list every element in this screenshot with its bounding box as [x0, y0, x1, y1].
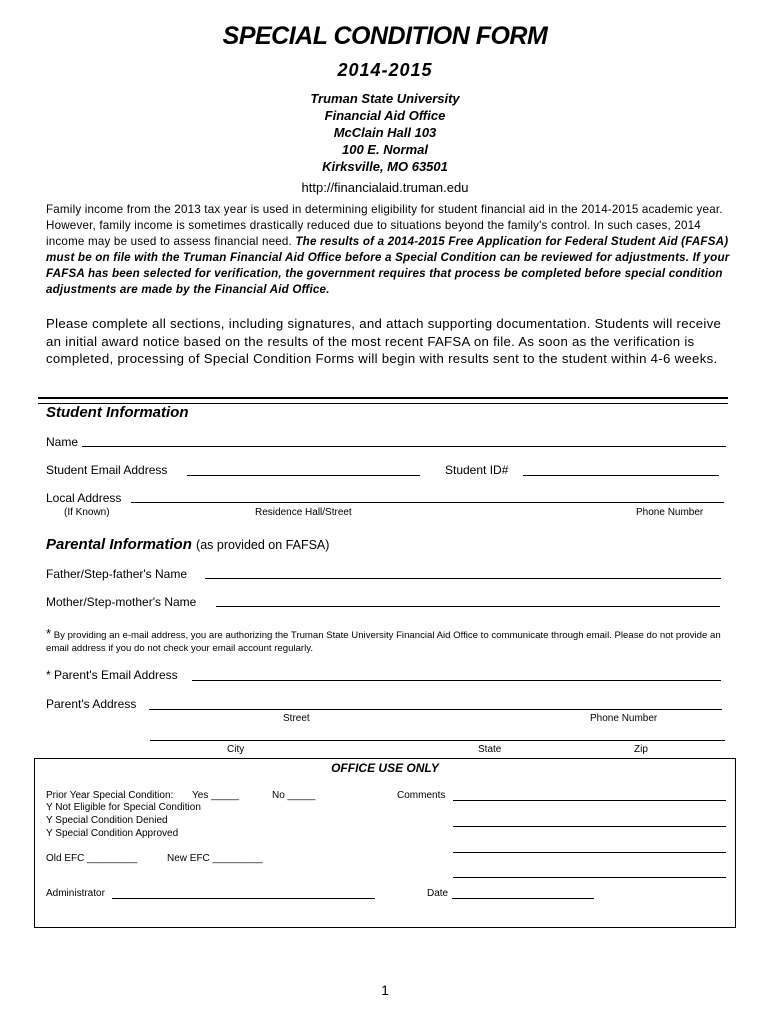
parent-email-field[interactable]: [192, 680, 721, 681]
parental-info-subtitle: (as provided on FAFSA): [196, 538, 330, 552]
mother-name-field[interactable]: [216, 606, 720, 607]
office-use-box: [34, 758, 736, 928]
prior-year-yes[interactable]: Yes _____: [192, 790, 239, 801]
student-info-heading: Student Information: [46, 404, 189, 421]
comments-field-2[interactable]: [453, 826, 726, 827]
local-address-label: Local Address: [46, 491, 122, 505]
address-line-hall: McClain Hall 103: [333, 125, 437, 140]
comments-field-1[interactable]: [453, 800, 726, 801]
mother-name-label: Mother/Step-mother's Name: [46, 595, 197, 609]
address-line-city: Kirksville, MO 63501: [322, 159, 448, 174]
student-email-field[interactable]: [187, 475, 420, 476]
old-efc-field[interactable]: Old EFC _________: [46, 853, 138, 864]
if-known-caption: (If Known): [64, 507, 110, 518]
zip-caption: Zip: [634, 744, 648, 755]
residence-hall-caption: Residence Hall/Street: [255, 507, 352, 518]
form-title: SPECIAL CONDITION FORM: [222, 22, 548, 50]
address-line-university: Truman State University: [310, 91, 460, 106]
state-caption: State: [478, 744, 502, 755]
instructions-paragraph: Please complete all sections, including signatures, and attach supporting documentation. Students will receive an initial award notice based on the results of the most recent FAFSA on file. As soon as the verification is completed, processing of Special Condition Forms will begin with results sent to the student within 4-6 weeks.: [46, 316, 722, 366]
date-field[interactable]: [452, 898, 594, 899]
local-address-field[interactable]: [131, 502, 724, 503]
email-consent-note: [46, 627, 730, 655]
intro-text: Family income from the 2013 tax year is used in determining eligibility for student financial aid in the 2014-2015 academic year. However, family income is sometimes drastically reduced due to situations beyond the family's control. In such cases, 2014 income may be used to assess financial need.: [46, 203, 723, 248]
father-name-field[interactable]: [205, 578, 721, 579]
address-line-office: Financial Aid Office: [324, 108, 446, 123]
comments-field-3[interactable]: [453, 852, 726, 853]
form-year: 2014-2015: [337, 60, 433, 80]
city-caption: City: [227, 744, 245, 755]
student-phone-caption: Phone Number: [636, 507, 704, 518]
note-asterisk: *: [46, 626, 52, 641]
section-divider: [38, 397, 728, 404]
parent-street-field[interactable]: [149, 709, 722, 710]
administrator-label: Administrator: [46, 888, 105, 899]
date-label: Date: [427, 888, 449, 899]
website-url: http://financialaid.truman.edu: [301, 180, 469, 195]
intro-paragraph: [46, 202, 730, 298]
office-use-heading: OFFICE USE ONLY: [331, 761, 439, 775]
parent-address-label: Parent's Address: [46, 697, 137, 711]
note-text: By providing an e-mail address, you are authorizing the Truman State University Financial Aid Office to communicate through email. Please do not provide an email address if you do not check your email account regularly.: [46, 630, 721, 654]
name-field[interactable]: [82, 446, 726, 447]
option-not-eligible[interactable]: Y Not Eligible for Special Condition: [46, 802, 201, 813]
student-id-label: Student ID#: [445, 463, 509, 477]
administrator-field[interactable]: [112, 898, 375, 899]
parent-city-state-zip-field[interactable]: [150, 740, 725, 741]
name-label: Name: [46, 435, 79, 449]
father-name-label: Father/Step-father's Name: [46, 567, 188, 581]
prior-year-no[interactable]: No _____: [272, 790, 316, 801]
page-number: 1: [381, 982, 389, 998]
parental-info-heading: [46, 536, 329, 553]
comments-label: Comments: [397, 790, 446, 801]
parental-info-title: Parental Information: [46, 536, 192, 553]
new-efc-field[interactable]: New EFC _________: [167, 853, 263, 864]
prior-year-label: Prior Year Special Condition:: [46, 790, 174, 801]
street-caption: Street: [283, 713, 310, 724]
intro-bold-text: The results of a 2014-2015 Free Application for Federal Student Aid (FAFSA) must be on file with the Truman Financial Aid Office before a Special Condition can be reviewed for adjustments. If your FAFSA has been selected for verification, the government requires that process be completed before special condition adjustments are made by the Financial Aid Office.: [46, 235, 730, 296]
address-line-street: 100 E. Normal: [342, 142, 428, 157]
parent-email-label: * Parent's Email Address: [46, 668, 178, 682]
option-approved[interactable]: Y Special Condition Approved: [46, 828, 179, 839]
student-id-field[interactable]: [523, 475, 719, 476]
comments-field-4[interactable]: [453, 877, 726, 878]
option-denied[interactable]: Y Special Condition Denied: [46, 815, 168, 826]
student-email-label: Student Email Address: [46, 463, 168, 477]
parent-phone-caption: Phone Number: [590, 713, 658, 724]
